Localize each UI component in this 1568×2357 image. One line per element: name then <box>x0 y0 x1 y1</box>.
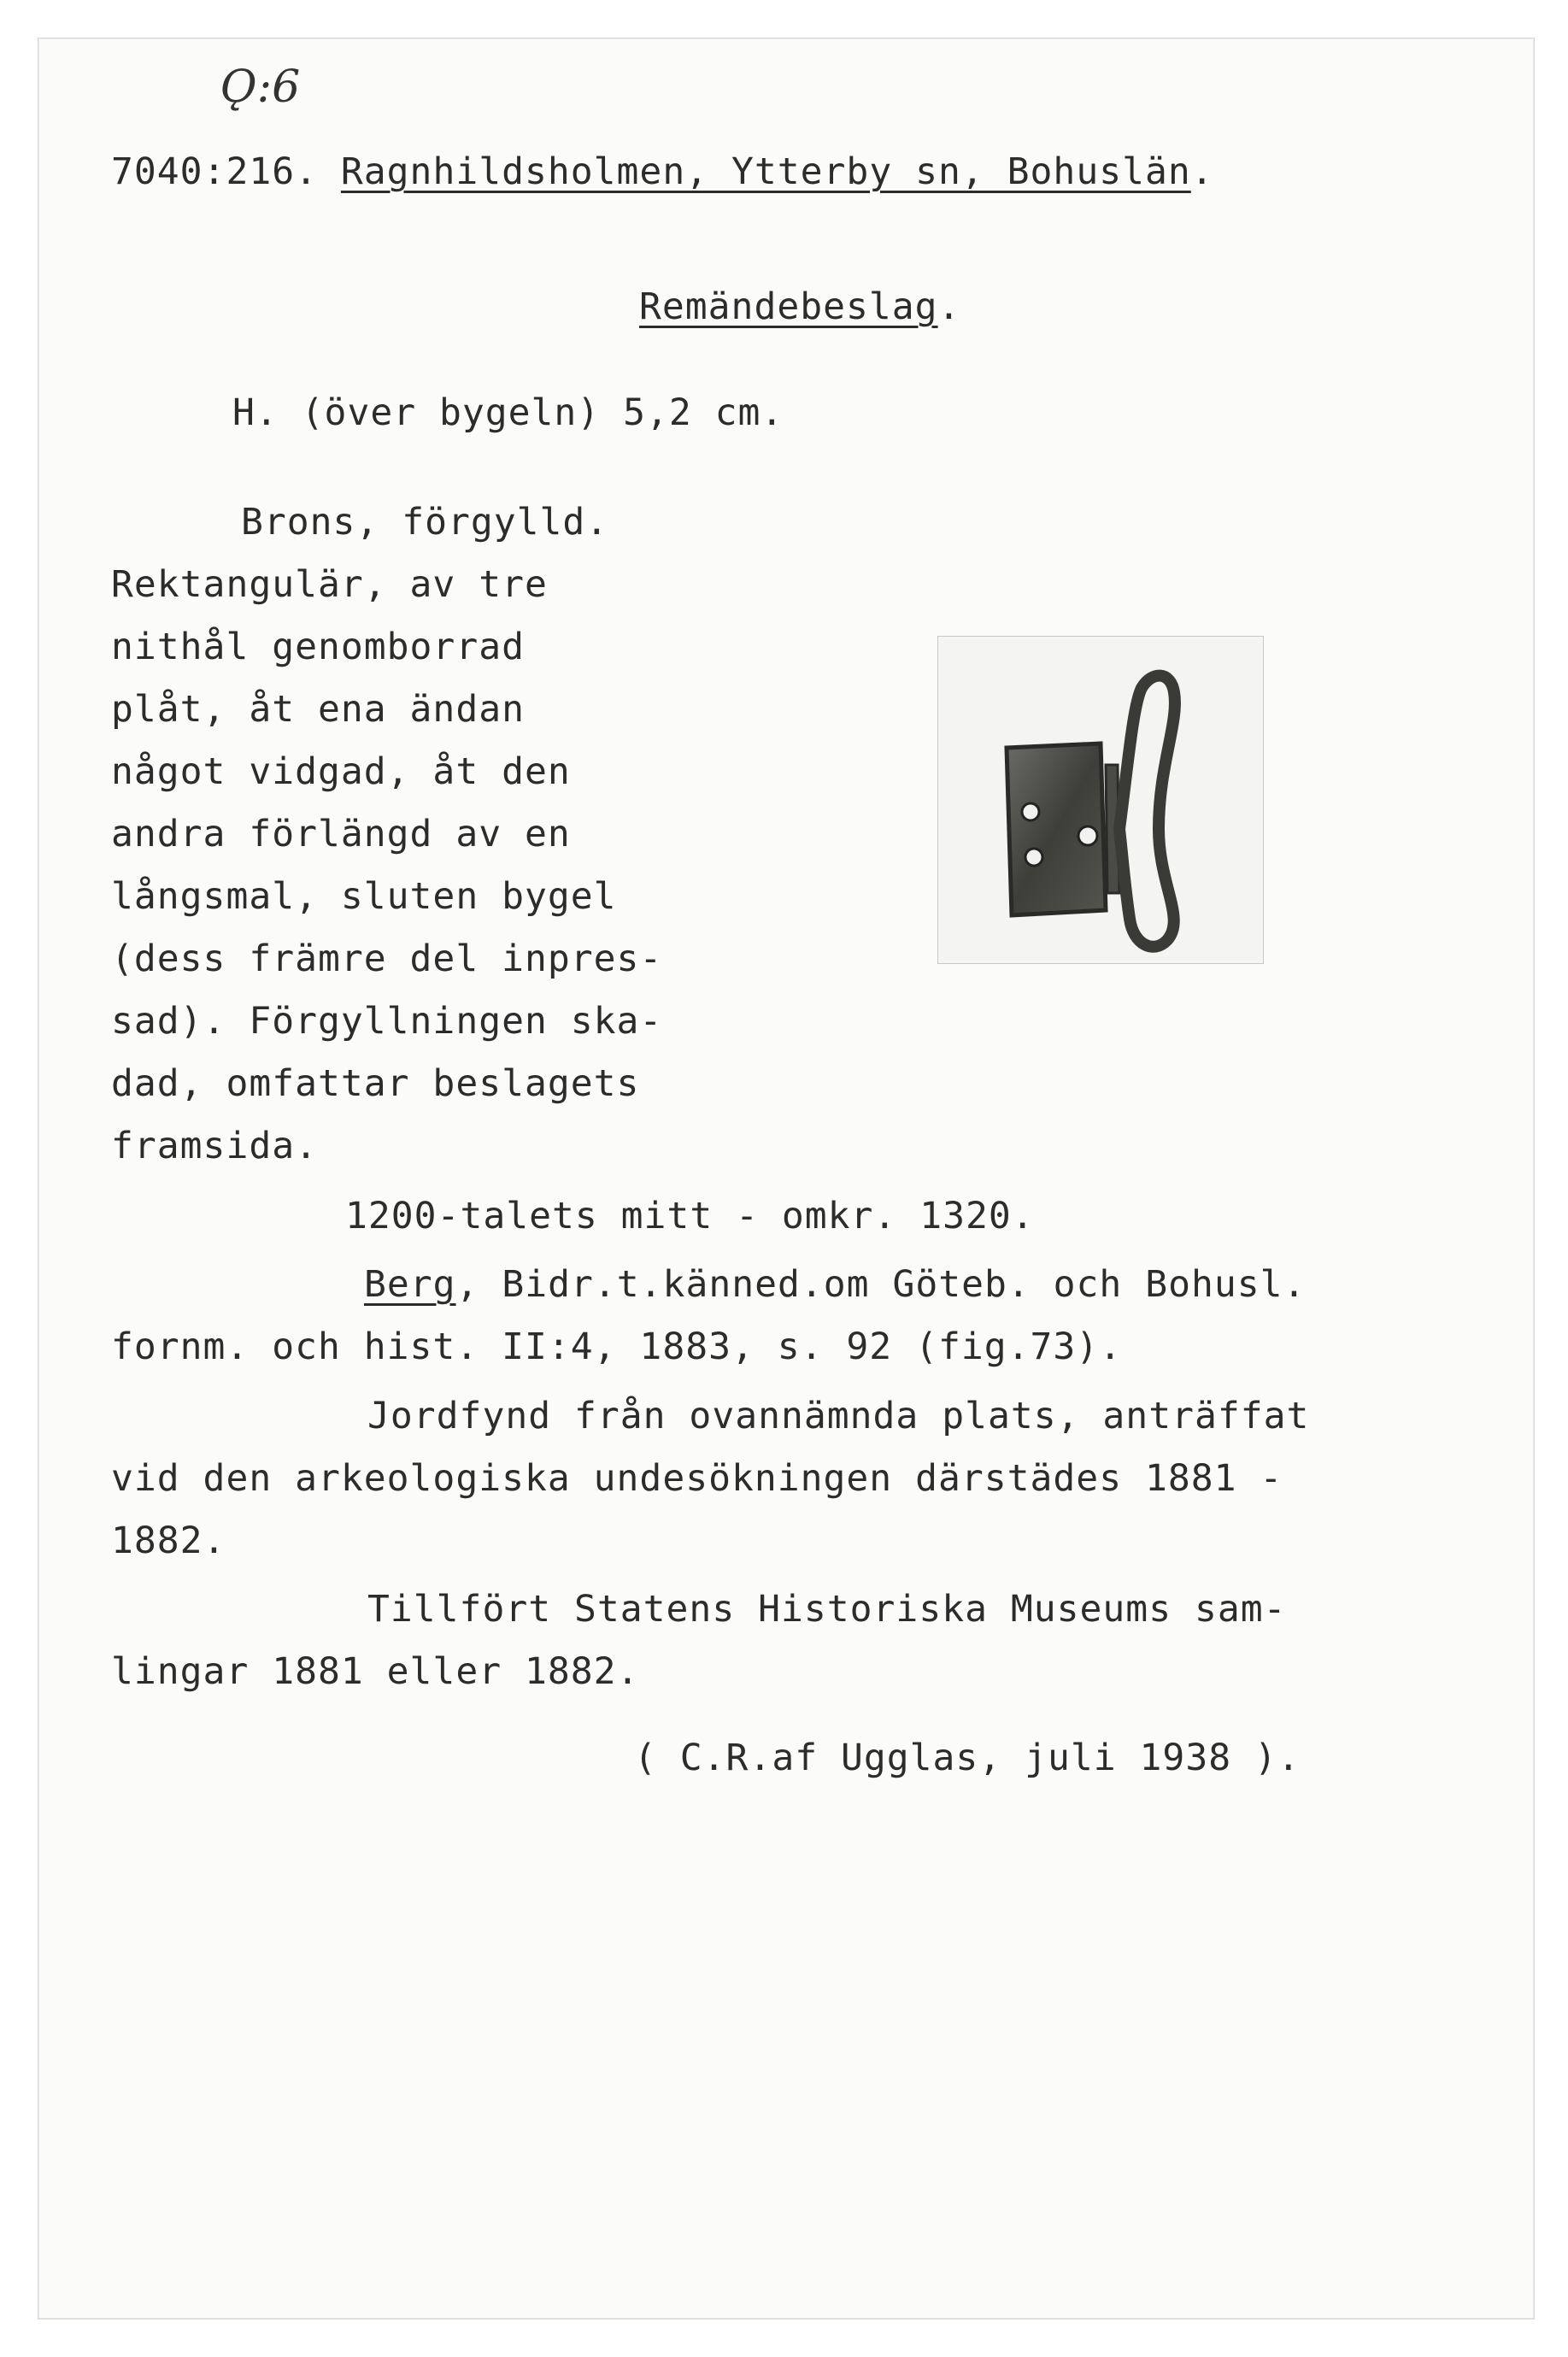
find-place-end: . <box>1190 150 1214 193</box>
description-line: dad, omfattar beslagets <box>111 1062 640 1105</box>
description-line: sad). Förgyllningen ska- <box>111 1000 663 1043</box>
description-line: Brons, förgylld. <box>241 501 609 544</box>
catalog-card <box>38 38 1535 2319</box>
description-line: något vidgad, åt den <box>111 750 571 793</box>
acquisition-line: Tillfört Statens Historiska Museums sam- <box>367 1588 1287 1631</box>
description-line: andra förlängd av en <box>111 813 571 855</box>
signature: ( C.R.af Ugglas, juli 1938 ). <box>634 1737 1301 1779</box>
object-title <box>639 285 961 328</box>
header-line <box>111 150 1214 193</box>
reference-author: Berg <box>364 1263 456 1306</box>
catalog-number: 7040:216. <box>111 150 318 193</box>
reference-title: , Bidr.t.känned.om Göteb. och Bohusl. <box>455 1263 1307 1306</box>
reference-line-2: fornm. och hist. II:4, 1883, s. 92 (fig.73). <box>111 1325 1123 1368</box>
find-line: Jordfynd från ovannämnda plats, anträffat <box>367 1395 1310 1437</box>
dating-line: 1200-talets mitt - omkr. 1320. <box>345 1195 1035 1237</box>
description-line: (dess främre del inpres- <box>111 938 663 980</box>
find-place: Ragnhildsholmen, Ytterby sn, Bohuslän <box>340 150 1191 193</box>
description-line: långsmal, sluten bygel <box>111 875 617 918</box>
find-line: 1882. <box>111 1519 226 1562</box>
belt-end-mount-image <box>938 637 1263 963</box>
reference-line-1 <box>364 1263 1307 1306</box>
description-line: plåt, åt ena ändan <box>111 688 525 731</box>
object-photo <box>937 636 1264 964</box>
object-title-text: Remändebeslag <box>639 285 938 328</box>
pencil-mark: Ǫ:6 <box>220 62 301 113</box>
description-line: framsida. <box>111 1125 318 1167</box>
object-title-end: . <box>937 285 961 328</box>
description-line: Rektangulär, av tre <box>111 563 548 606</box>
height-line: H. (över bygeln) 5,2 cm. <box>232 391 784 434</box>
find-line: vid den arkeologiska undesökningen därstädes 1881 - <box>111 1457 1283 1500</box>
acquisition-line: lingar 1881 eller 1882. <box>111 1650 640 1693</box>
description-line: nithål genomborrad <box>111 626 525 668</box>
